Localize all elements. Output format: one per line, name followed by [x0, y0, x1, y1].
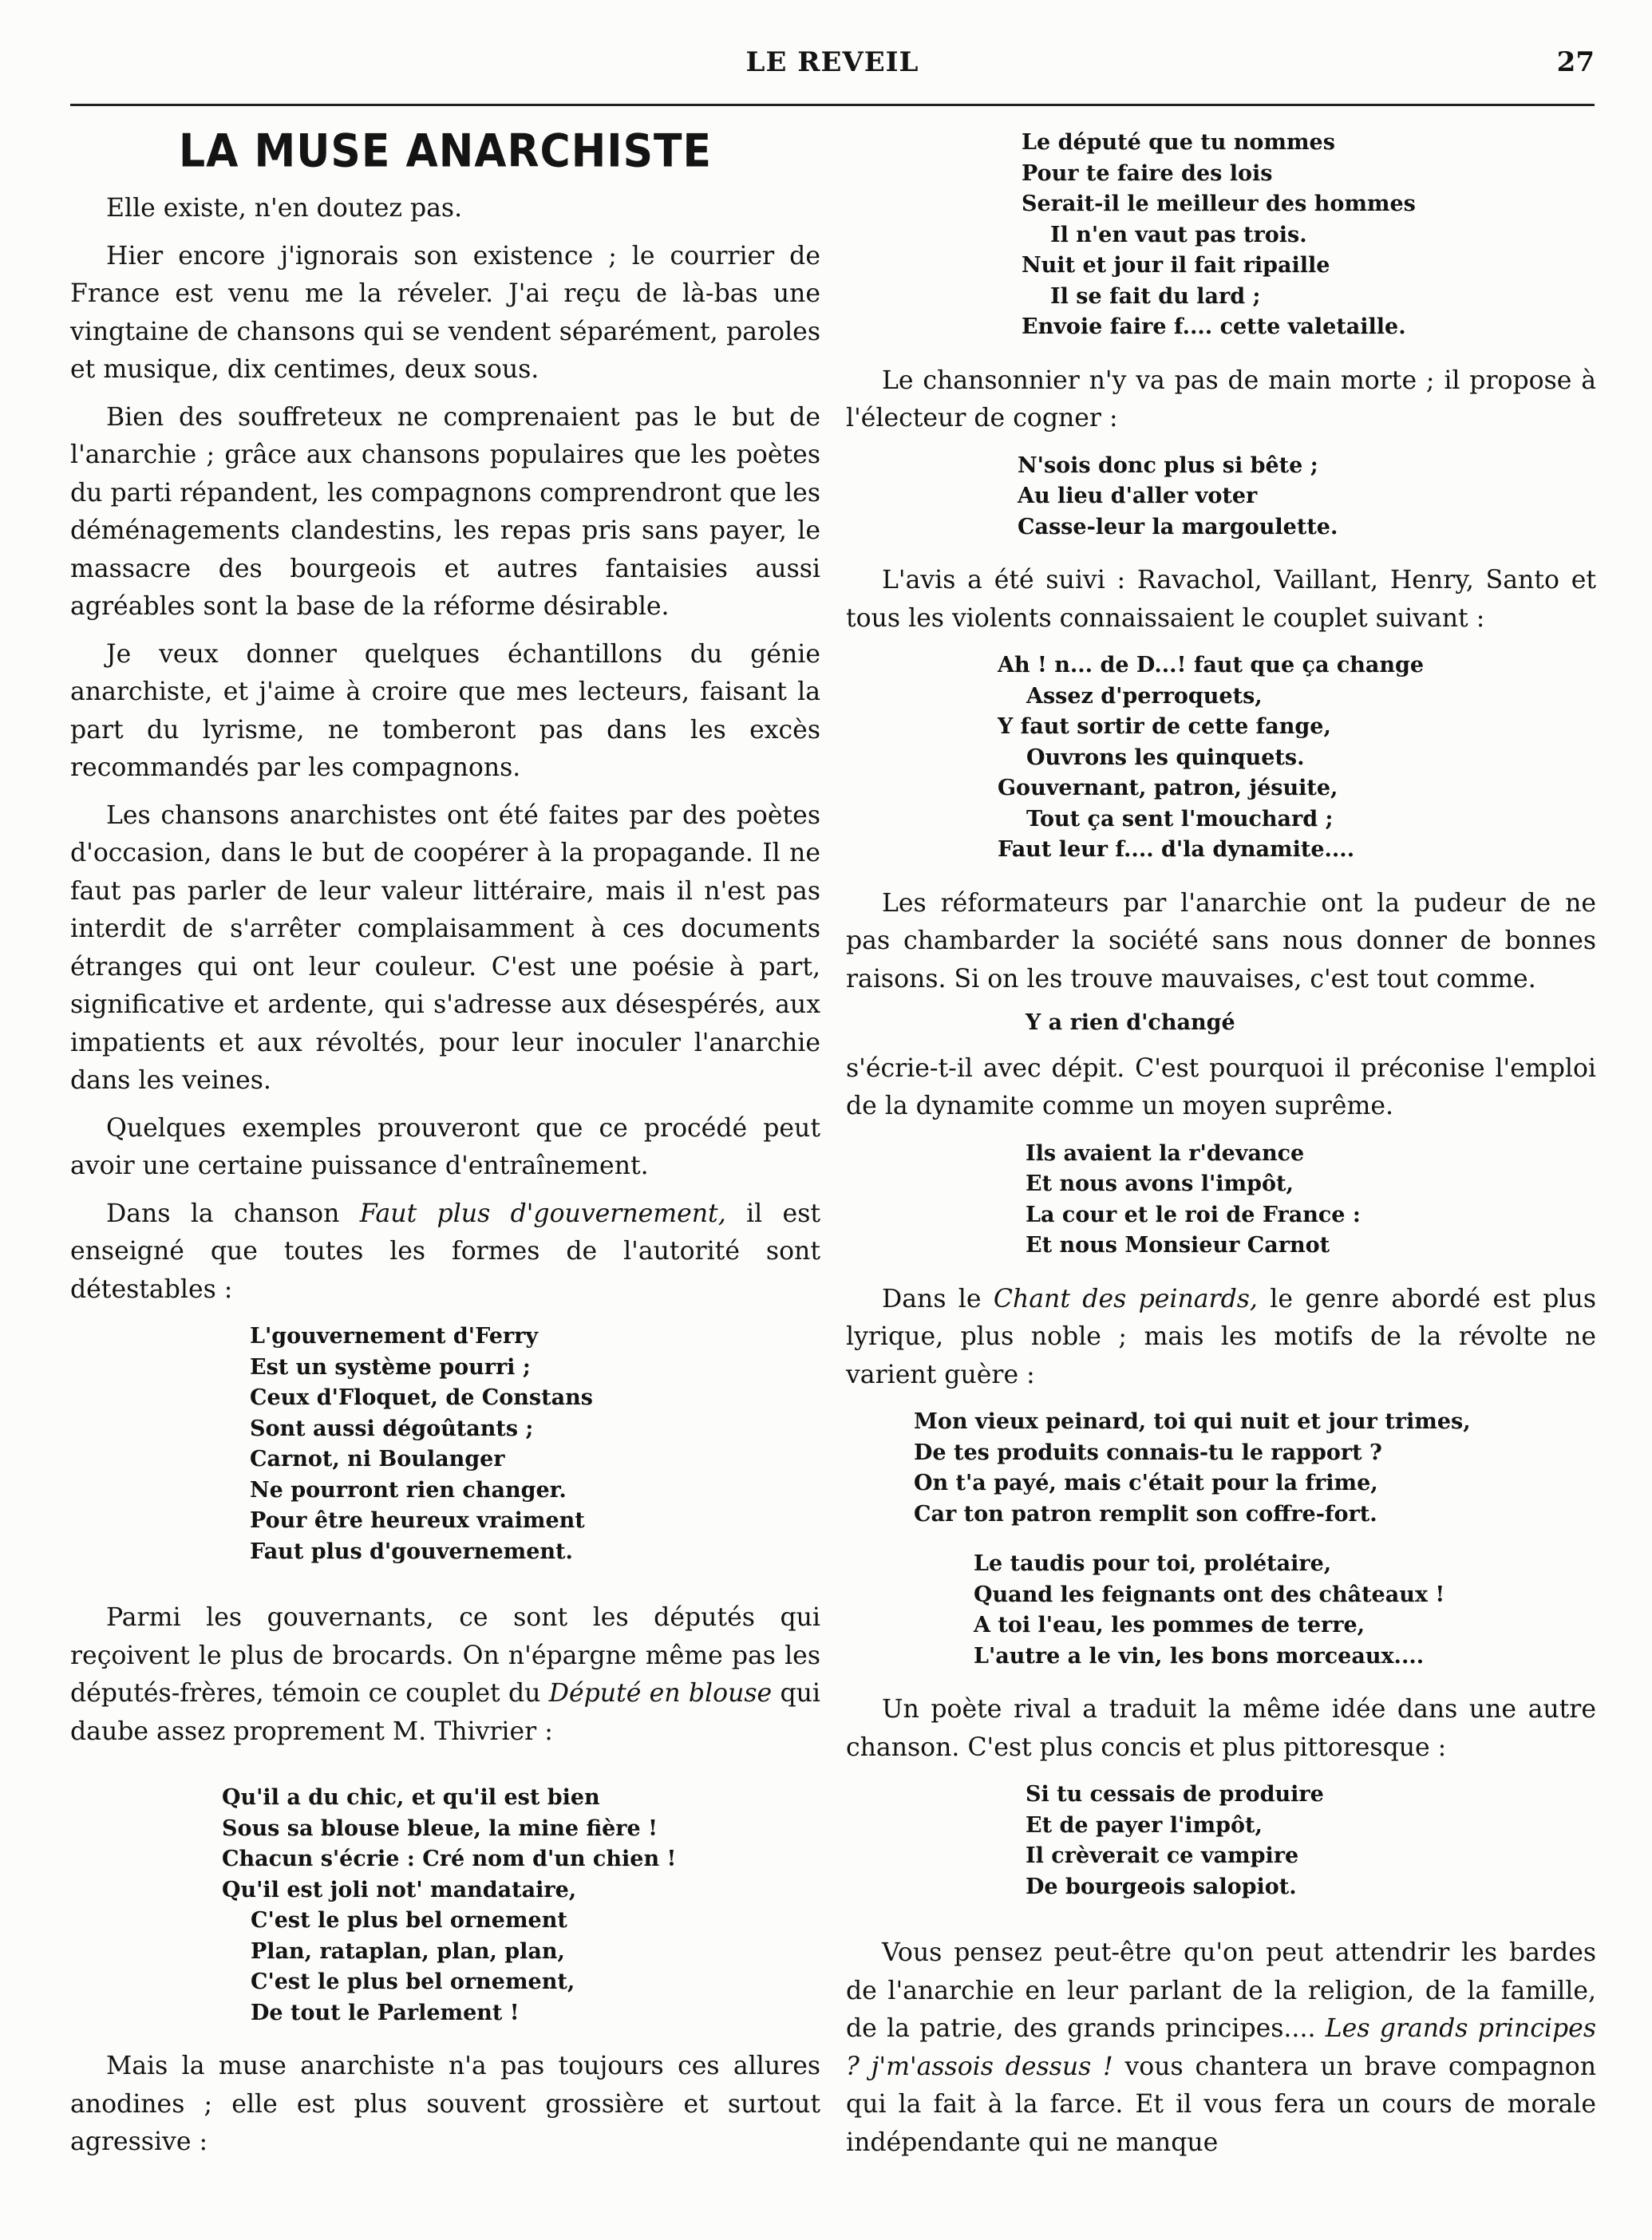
verse-cessais: [846, 1780, 1596, 1902]
verse-line: Carnot, ni Boulanger: [250, 1447, 505, 1472]
verse-line: De tes produits connais-tu le rapport ?: [914, 1440, 1382, 1465]
paragraph: Elle existe, n'en doutez pas.: [106, 194, 463, 223]
song-title: Faut plus d'gouvernement,: [359, 1199, 726, 1228]
paragraph: Bien des souffreteux ne comprenaient pas le but de l'anarchie ; grâce aux chansons populaires que les poètes du parti répandent, les compagnons comprendront que les déménagements clandestins, les repas pris sans payer, le massacre des bourgeois et autres fantaisies aussi agréables sont la base de la réforme désirable.: [70, 402, 820, 621]
quote: Les grands principes ? j'm'assois dessus !: [846, 2014, 1596, 2081]
song-title: Député en blouse: [548, 1679, 773, 1708]
paragraph: Les réformateurs par l'anarchie ont la pudeur de ne pas chambarder la société sans nous donner de bonnes raisons. Si on les trouve mauvaises, c'est tout comme.: [846, 888, 1596, 994]
verse-line: Il crèverait ce vampire: [1026, 1843, 1299, 1868]
verse-ferry: [70, 1321, 820, 1567]
paragraph: Mais la muse anarchiste n'a pas toujours ces allures anodines ; elle est plus souvent grossière et surtout agressive :: [70, 2052, 820, 2156]
paragraph: Hier encore j'ignorais son existence ; le courrier de France est venu me la réveler. J'ai reçu de là-bas une vingtaine de chansons qui se vendent séparément, paroles et musique, dix centimes, deux sous.: [70, 241, 820, 384]
article-title: LA MUSE ANARCHISTE: [178, 125, 713, 178]
verse-line: Le député que tu nommes: [1022, 130, 1335, 155]
verse-line: Mon vieux peinard, toi qui nuit et jour trimes,: [914, 1409, 1471, 1434]
verse-line: Et de payer l'impôt,: [1026, 1812, 1263, 1838]
verse-line: Et nous avons l'impôt,: [1026, 1171, 1294, 1196]
verse-depute: [846, 128, 1596, 343]
verse-bete: [846, 451, 1596, 543]
verse-line: La cour et le roi de France :: [1026, 1202, 1361, 1227]
left-column: [70, 120, 820, 2171]
verse-line: On t'a payé, mais c'était pour la frime,: [914, 1471, 1378, 1495]
verse-line: Au lieu d'aller voter: [1018, 484, 1258, 508]
verse-line: Ceux d'Floquet, de Constans: [250, 1385, 593, 1410]
page-number: 27: [1556, 46, 1595, 78]
verse-line: L'gouvernement d'Ferry: [250, 1324, 539, 1349]
verse-line: Le taudis pour toi, prolétaire,: [974, 1551, 1332, 1576]
paragraph: s'écrie-t-il avec dépit. C'est pourquoi il préconise l'emploi de la dynamite comme un moyen suprême.: [846, 1053, 1596, 1120]
verse-line: Casse-leur la margoulette.: [1018, 514, 1338, 539]
verse-line: De tout le Parlement !: [251, 2000, 520, 2025]
verse-line: Sous sa blouse bleue, la mine fière !: [222, 1815, 658, 1841]
verse-line: Il se fait du lard ;: [1050, 283, 1261, 309]
paragraph: Parmi les gouvernants, ce sont les députés qui reçoivent le plus de brocards. On n'épargne même pas les députés-frères, témoin ce couplet du Député en blouse qui daube assez proprement M. Thivrier :: [70, 1603, 820, 1746]
verse-line: Et nous Monsieur Carnot: [1026, 1233, 1330, 1258]
verse-change: [846, 650, 1596, 866]
header-rule: [70, 104, 1595, 106]
verse-line: Serait-il le meilleur des hommes: [1022, 192, 1416, 216]
verse-line: Ne pourront rien changer.: [250, 1477, 567, 1503]
verse-line: Sont aussi dégoûtants ;: [250, 1416, 534, 1441]
verse-line: Faut leur f.... d'la dynamite....: [998, 837, 1355, 862]
verse-line: Quand les feignants ont des châteaux !: [974, 1582, 1445, 1607]
verse-line: Qu'il est joli not' mandataire,: [222, 1877, 577, 1902]
paragraph: Le chansonnier n'y va pas de main morte ; il propose à l'électeur de cogner :: [846, 365, 1596, 433]
verse-line: Faut plus d'gouvernement.: [250, 1539, 573, 1564]
paragraph: Je veux donner quelques échantillons du génie anarchiste, et j'aime à croire que mes lecteurs, faisant la part du lyrisme, ne tomberont pas dans les excès recommandés par les compagnons.: [70, 639, 820, 782]
page-header: [70, 46, 1595, 94]
verse-line: Envoie faire f.... cette valetaille.: [1022, 314, 1406, 339]
verse-line: Tout ça sent l'mouchard ;: [1026, 806, 1334, 832]
verse-taudis: [846, 1549, 1596, 1672]
verse-blouse: [70, 1783, 820, 2029]
verse-line: N'sois donc plus si bête ;: [1018, 452, 1318, 478]
paragraph: Les chansons anarchistes ont été faites par des poètes d'occasion, dans le but de coopérer à la propagande. Il ne faut pas parler de leur valeur littéraire, mais il n'est pas interdit de s'arrêter complaisamment à ces documents étranges qui ont leur couleur. C'est une poésie à part, significative et ardente, qui s'adresse aux désespérés, aux impatients et aux révoltés, pour leur inoculer l'anarchie dans les veines.: [70, 800, 820, 1095]
verse-line: Qu'il a du chic, et qu'il est bien: [222, 1785, 600, 1810]
verse-line: Ouvrons les quinquets.: [1026, 745, 1305, 770]
verse-line: C'est le plus bel ornement,: [251, 1969, 575, 1994]
right-column: [846, 128, 1596, 2171]
verse-line: Pour être heureux vraiment: [250, 1508, 585, 1533]
verse-line: C'est le plus bel ornement: [251, 1908, 567, 1933]
verse-line: Ah ! n... de D...! faut que ça change: [998, 653, 1425, 678]
verse-line: De bourgeois salopiot.: [1026, 1874, 1297, 1899]
verse-line: L'autre a le vin, les bons morceaux....: [974, 1643, 1425, 1669]
song-title: Chant des peinards,: [993, 1284, 1258, 1314]
verse-line: Assez d'perroquets,: [1026, 683, 1263, 709]
verse-rien: [846, 1008, 1596, 1039]
verse-line: Il n'en vaut pas trois.: [1050, 222, 1307, 247]
verse-line: Y a rien d'changé: [1026, 1010, 1235, 1035]
verse-line: Ils avaient la r'devance: [1026, 1140, 1305, 1166]
paragraph: Dans la chanson Faut plus d'gouvernement, il est enseigné que toutes les formes de l'autorité sont détestables :: [70, 1199, 821, 1304]
verse-line: Y faut sortir de cette fange,: [998, 714, 1331, 739]
verse-line: Plan, rataplan, plan, plan,: [251, 1938, 565, 1964]
verse-line: Car ton patron remplit son coffre-fort.: [914, 1501, 1377, 1527]
verse-line: Pour te faire des lois: [1022, 160, 1273, 186]
verse-line: Est un système pourri ;: [250, 1354, 531, 1380]
paragraph: Quelques exemples prouveront que ce procédé peut avoir une certaine puissance d'entraînement.: [70, 1113, 820, 1180]
verse-line: A toi l'eau, les pommes de terre,: [974, 1613, 1365, 1638]
verse-line: Si tu cessais de produire: [1026, 1782, 1324, 1807]
verse-impot: [846, 1139, 1596, 1262]
verse-line: Nuit et jour il fait ripaille: [1022, 253, 1330, 278]
verse-line: Gouvernant, patron, jésuite,: [998, 776, 1338, 800]
paragraph: Vous pensez peut-être qu'on peut attendrir les bardes de l'anarchie en leur parlant de la religion, de la famille, de la patrie, des grands principes.... Les grands principes ? j'm'assois dessus ! vous chantera un brave compagnon qui la fait à la farce. Et il vous fera un cours de morale indépendante qui ne manque: [846, 1938, 1596, 2157]
paragraph: L'avis a été suivi : Ravachol, Vaillant, Henry, Santo et tous les violents connaissaient le couplet suivant :: [846, 566, 1596, 633]
verse-peinard: [846, 1407, 1596, 1530]
running-title: LE REVEIL: [745, 46, 919, 78]
paragraph: Dans le Chant des peinards, le genre abordé est plus lyrique, plus noble ; mais les motifs de la révolte ne varient guère :: [846, 1284, 1597, 1389]
paragraph: Un poète rival a traduit la même idée dans une autre chanson. C'est plus concis et plus pittoresque :: [846, 1695, 1596, 1762]
verse-line: Chacun s'écrie : Cré nom d'un chien !: [222, 1847, 677, 1871]
